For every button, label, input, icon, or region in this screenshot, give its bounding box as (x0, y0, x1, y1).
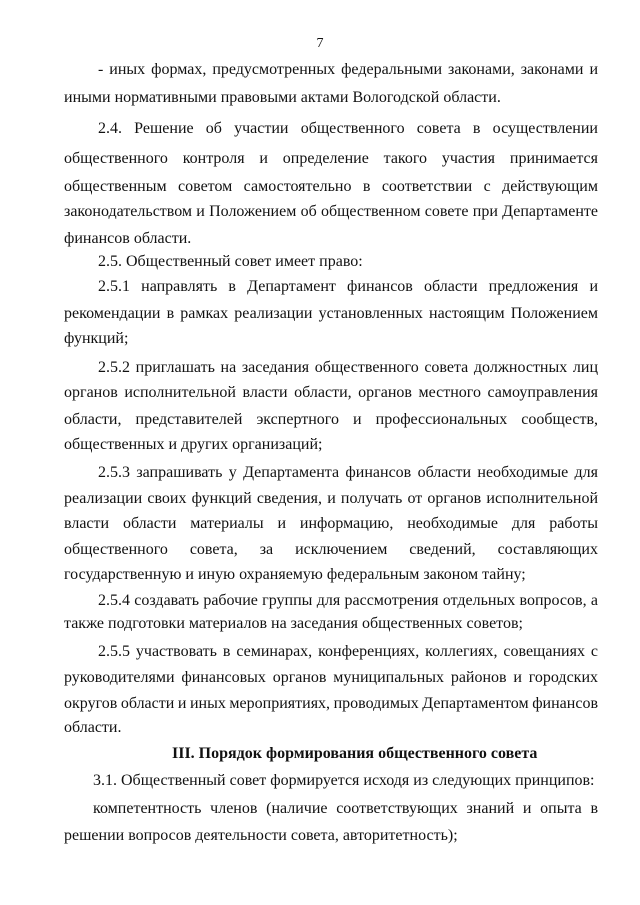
text-line: 2.4. Решение об участии общественного совета в осуществлении (98, 120, 598, 137)
text-line: общественным советом самостоятельно в соответствии с действующим (64, 178, 598, 195)
page-number: 7 (316, 36, 324, 51)
text-line: решении вопросов деятельности совета, авторитетность); (64, 827, 458, 844)
text-line: области. (64, 719, 122, 736)
text-line: 2.5.5 участвовать в семинарах, конференциях, коллегиях, совещаниях с (98, 643, 598, 660)
text-line: рекомендации в рамках реализации установленных настоящим Положением (64, 305, 598, 322)
text-line: 2.5.3 запрашивать у Департамента финансов области необходимые для (98, 464, 598, 481)
text-line: функций; (64, 330, 129, 347)
text-line: законодательством и Положением об общественном совете при Департаменте (64, 203, 598, 220)
text-line: финансов области. (64, 230, 192, 247)
text-line: государственную и иную охраняемую федеральным законом тайну; (64, 566, 526, 583)
text-line: компетентность членов (наличие соответствующих знаний и опыта в (93, 800, 598, 817)
section-heading: III. Порядок формирования общественного совета (172, 745, 538, 762)
text-line: 3.1. Общественный совет формируется исходя из следующих принципов: (93, 772, 595, 789)
text-line: руководителями финансовых органов муниципальных районов и городских (64, 669, 598, 686)
text-line: округов области и иных мероприятиях, проводимых Департаментом финансов (64, 695, 598, 712)
text-line: общественного совета, за исключением сведений, составляющих (64, 541, 598, 558)
text-line: также подготовки материалов на заседания общественных советов; (64, 615, 523, 632)
text-line: общественных и других организаций; (64, 436, 323, 453)
text-line: области, представителей экспертного и профессиональных сообществ, (64, 411, 598, 428)
text-line: иными нормативными правовыми актами Вологодской области. (64, 89, 501, 106)
text-line: 2.5.2 приглашать на заседания общественного совета должностных лиц (98, 359, 598, 376)
text-line: - иных формах, предусмотренных федеральными законами, законами и (98, 61, 598, 78)
text-line: 2.5.4 создавать рабочие группы для рассмотрения отдельных вопросов, а (98, 592, 598, 609)
text-line: власти области материалы и информацию, необходимые для работы (64, 515, 598, 532)
text-line: реализации своих функций сведения, и получать от органов исполнительной (64, 490, 598, 507)
text-line: 2.5. Общественный совет имеет право: (98, 253, 363, 270)
text-line: общественного контроля и определение такого участия принимается (64, 150, 598, 167)
text-line: органов исполнительной власти области, органов местного самоуправления (64, 384, 598, 401)
text-line: 2.5.1 направлять в Департамент финансов области предложения и (98, 278, 598, 295)
